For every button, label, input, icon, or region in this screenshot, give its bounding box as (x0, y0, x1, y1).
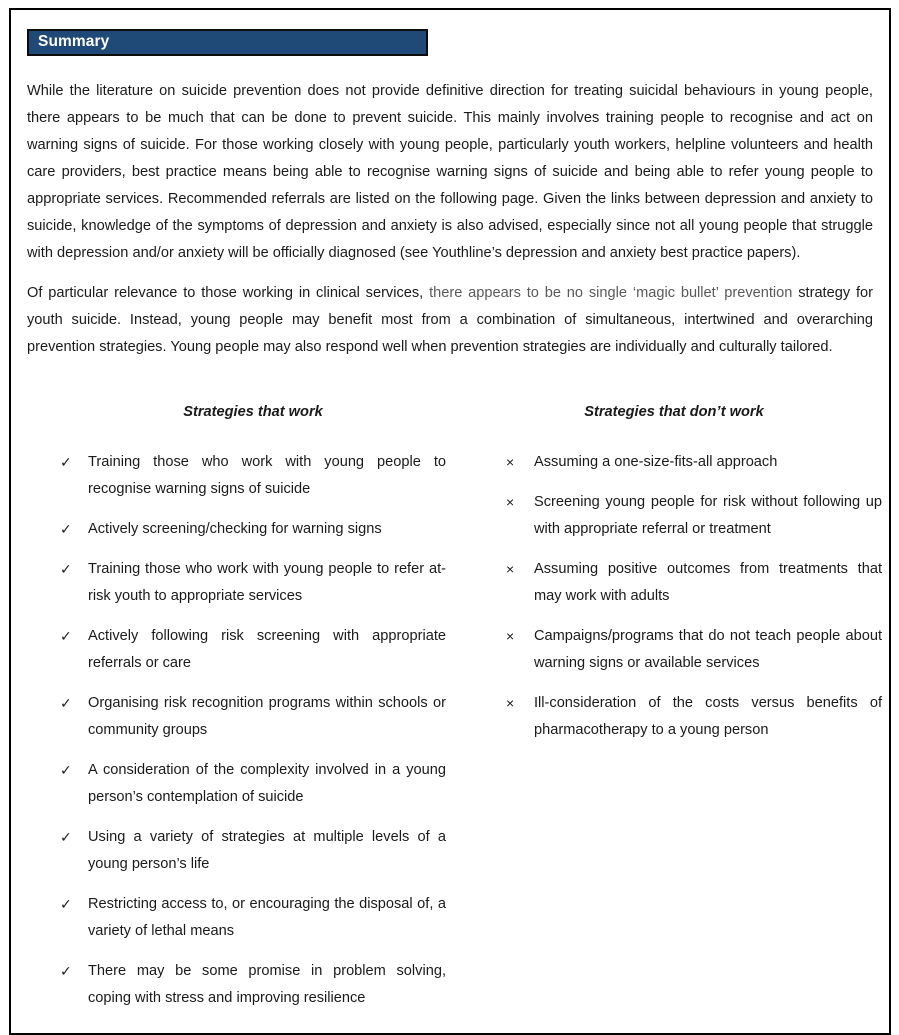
clinical-paragraph-lead: Of particular relevance to those working in clinical services, (27, 285, 430, 301)
check-icon: ✓ (60, 561, 72, 577)
strategies-work-column (60, 404, 446, 1012)
strategy-work-item-text: Restricting access to, or encouraging the disposal of, a variety of lethal means (88, 896, 446, 939)
strategy-work-item (60, 449, 446, 503)
strategies-columns (27, 404, 882, 1012)
strategies-work-title: Strategies that work (183, 404, 323, 420)
strategy-work-item (60, 958, 446, 1012)
strategy-work-item (60, 757, 446, 811)
strategy-work-item (60, 690, 446, 744)
strategy-dont-work-item (506, 690, 882, 744)
strategies-dont-work-column (506, 404, 882, 1012)
x-icon: × (506, 454, 515, 470)
strategy-work-item-text: Using a variety of strategies at multiple levels of a young person’s life (88, 829, 446, 872)
clinical-paragraph (27, 280, 873, 361)
strategy-dont-work-item (506, 556, 882, 610)
check-icon: ✓ (60, 521, 72, 537)
strategy-work-item-text: Training those who work with young people to refer at-risk youth to appropriate services (88, 561, 446, 604)
strategies-work-list (60, 449, 446, 1012)
clinical-paragraph-rest: strategy for youth suicide. Instead, young people may benefit most from a combination of simultaneous, intertwined and overarching prevention strategies. Young people may also respond well when prevention strategies are individually and culturally tailored. (27, 285, 874, 355)
x-icon: × (506, 628, 515, 644)
check-icon: ✓ (60, 829, 72, 845)
strategy-work-item (60, 623, 446, 677)
strategies-dont-work-title: Strategies that don’t work (584, 404, 764, 420)
strategy-work-item (60, 556, 446, 610)
check-icon: ✓ (60, 454, 72, 470)
strategy-work-item-text: Training those who work with young people to recognise warning signs of suicide (88, 454, 446, 497)
strategy-work-item (60, 516, 446, 543)
strategy-dont-work-item-text: Screening young people for risk without following up with appropriate referral or treatment (534, 494, 882, 537)
intro-paragraph: While the literature on suicide prevention does not provide definitive direction for treating suicidal behaviours in young people, there appears to be much that can be done to prevent suicide. This mainly involves training people to recognise and act on warning signs of suicide. For those working closely with young people, particularly youth workers, helpline volunteers and health care providers, best practice means being able to recognise warning signs of suicide and being able to refer young people to appropriate services. Recommended referrals are listed on the following page. Given the links between depression and anxiety to suicide, knowledge of the symptoms of depression and anxiety is also advised, especially since not all young people that struggle with depression and/or anxiety will be officially diagnosed (see Youthline’s depression and anxiety best practice papers). (27, 83, 873, 261)
strategy-work-item-text: A consideration of the complexity involved in a young person’s contemplation of suicide (88, 762, 446, 805)
page-content (11, 10, 889, 1012)
strategy-dont-work-item (506, 489, 882, 543)
strategy-work-item-text: Actively screening/checking for warning signs (88, 521, 382, 537)
strategy-dont-work-item-text: Assuming a one-size-fits-all approach (534, 454, 778, 470)
page-border (9, 8, 891, 1035)
check-icon: ✓ (60, 963, 72, 979)
check-icon: ✓ (60, 762, 72, 778)
summary-heading: Summary (27, 29, 428, 56)
x-icon: × (506, 561, 515, 577)
strategy-dont-work-item (506, 623, 882, 677)
check-icon: ✓ (60, 695, 72, 711)
strategy-work-item-text: There may be some promise in problem solving, coping with stress and improving resilience (88, 963, 446, 1006)
x-icon: × (506, 695, 515, 711)
clinical-paragraph-grey-phrase: there appears to be no single ‘magic bullet’ prevention (429, 285, 799, 301)
strategy-dont-work-item-text: Ill-consideration of the costs versus benefits of pharmacotherapy to a young person (534, 695, 882, 738)
strategies-dont-work-list (506, 449, 882, 744)
strategy-work-item (60, 891, 446, 945)
check-icon: ✓ (60, 896, 72, 912)
strategy-work-item-text: Actively following risk screening with appropriate referrals or care (88, 628, 446, 671)
x-icon: × (506, 494, 515, 510)
strategy-dont-work-item-text: Campaigns/programs that do not teach people about warning signs or available services (534, 628, 882, 671)
strategy-dont-work-item (506, 449, 882, 476)
strategy-work-item-text: Organising risk recognition programs within schools or community groups (88, 695, 446, 738)
check-icon: ✓ (60, 628, 72, 644)
strategy-work-item (60, 824, 446, 878)
strategy-dont-work-item-text: Assuming positive outcomes from treatments that may work with adults (534, 561, 882, 604)
